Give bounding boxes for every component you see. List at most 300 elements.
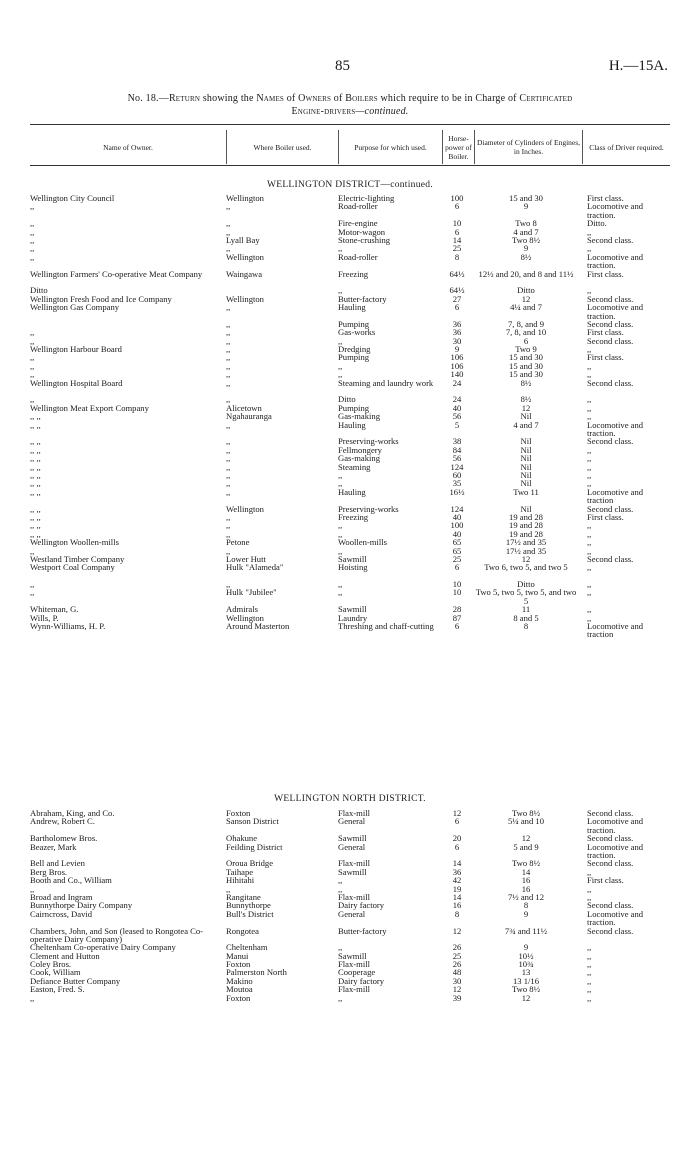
table-row [30, 202, 670, 219]
purpose-cell: Hauling [338, 302, 366, 313]
class-cell: First class. [587, 875, 624, 886]
location-cell: ,, [226, 545, 231, 556]
horsepower-cell: 65 [452, 545, 462, 556]
purpose-cell: ,, [338, 528, 343, 539]
cylinders-cell: 8½ [520, 394, 532, 405]
location-cell: Oroua Bridge [226, 858, 274, 869]
cylinders-cell: 12 [521, 992, 531, 1003]
cylinders-cell: Two 5, two 5, two 5, and two 5 [475, 587, 577, 606]
location-cell: Lower Hutt [226, 553, 266, 564]
purpose-cell: Steaming and laundry work [338, 377, 434, 388]
purpose-cell: Preserving-works [338, 503, 399, 514]
table-row [30, 538, 670, 546]
owner-cell: Berg Bros. [30, 866, 68, 877]
class-cell: ,, [587, 604, 592, 615]
location-cell: ,, [226, 394, 231, 405]
owner-cell: Wellington Fresh Food and Ice Company [30, 293, 172, 304]
purpose-cell: Dairy factory [338, 900, 385, 911]
owner-cell: Whiteman, G. [30, 604, 79, 615]
purpose-cell: Sawmill [338, 950, 367, 961]
class-cell: Second class. [587, 925, 634, 936]
horsepower-cell: 64½ [449, 285, 465, 296]
table-row [30, 563, 670, 580]
purpose-cell: Fellmongery [338, 444, 382, 455]
class-cell: ,, [587, 528, 592, 539]
table-row [30, 471, 670, 479]
class-cell: ,, [587, 883, 592, 894]
purpose-cell: ,, [338, 587, 343, 598]
location-cell: Palmerston North [226, 967, 287, 978]
horsepower-cell: 16 [452, 900, 462, 911]
purpose-cell: Threshing and chaff-cutting [338, 621, 434, 632]
class-cell: ,, [587, 478, 592, 489]
owner-cell: Bunnythorpe Dairy Company [30, 900, 133, 911]
cylinders-cell: 17½ and 35 [505, 537, 547, 548]
purpose-cell: Laundry [338, 612, 368, 623]
horsepower-cell: 60 [452, 469, 462, 480]
owner-cell: Cairncross, David [30, 908, 93, 919]
purpose-cell: Gas-making [338, 453, 381, 464]
horsepower-cell: 6 [454, 302, 460, 313]
horsepower-cell: 40 [452, 528, 462, 539]
cylinders-cell: 8½ [520, 377, 532, 388]
cylinders-cell: 9 [523, 942, 529, 953]
class-cell: Locomotive and traction. [587, 419, 644, 439]
purpose-cell: Pumping [338, 318, 370, 329]
purpose-cell: Cooperage [338, 967, 376, 978]
purpose-cell: General [338, 841, 366, 852]
horsepower-cell: 36 [452, 866, 462, 877]
cylinders-cell: 12 [521, 553, 531, 564]
class-cell: Locomotive and traction. [587, 251, 644, 271]
purpose-cell: Road-roller [338, 201, 378, 212]
cylinders-cell: Nil [520, 478, 532, 489]
purpose-cell: Butter-factory [338, 293, 387, 304]
location-cell: Bull's District [226, 908, 274, 919]
cylinders-cell: 14 [521, 866, 531, 877]
horsepower-cell: 24 [452, 377, 462, 388]
purpose-cell: Flax-mill [338, 891, 370, 902]
horsepower-cell: 36 [452, 318, 462, 329]
class-cell: First class. [587, 193, 624, 203]
table-row [30, 488, 670, 505]
purpose-cell: Fire-engine [338, 218, 378, 229]
location-cell: ,, [226, 218, 231, 229]
horsepower-cell: 48 [452, 967, 462, 978]
cylinders-cell: 16 [521, 883, 531, 894]
cylinders-cell: Ditto [517, 285, 535, 296]
class-cell: ,, [587, 959, 592, 970]
cylinders-cell: Two 8 [515, 218, 537, 229]
horsepower-cell: 19 [452, 883, 462, 894]
horsepower-cell: 106 [450, 352, 464, 363]
location-cell: Petone [226, 537, 250, 548]
owner-cell: Cheltenham Co-operative Dairy Company [30, 942, 176, 953]
table-title: No. 18.—Return showing the Names of Owners of Boilers which require to be in Charge of Certificated Engine-drivers—continued. [127, 93, 573, 117]
horsepower-cell: 12 [452, 984, 462, 995]
purpose-cell: ,, [338, 883, 343, 894]
class-cell: ,, [587, 612, 592, 623]
class-cell: Second class. [587, 293, 634, 304]
horsepower-cell: 10 [452, 587, 462, 598]
cylinders-cell: 16 [521, 875, 531, 886]
purpose-cell: ,, [338, 469, 343, 480]
owner-cell: ,, [30, 327, 35, 338]
location-cell: ,, [226, 486, 231, 497]
class-cell: ,, [587, 360, 592, 371]
horsepower-cell: 124 [450, 461, 464, 472]
location-cell: Wellington [226, 293, 264, 304]
location-cell: ,, [226, 453, 231, 464]
table-row [30, 236, 670, 244]
cylinders-cell: Two 8½ [511, 858, 541, 869]
owner-cell: ,, [30, 218, 35, 229]
location-cell: Manui [226, 950, 249, 961]
horsepower-cell: 6 [454, 201, 460, 212]
cylinders-cell: 15 and 30 [509, 352, 543, 363]
horsepower-cell: 106 [450, 360, 464, 371]
location-cell: ,, [226, 302, 231, 313]
section-title-wellington-north: WELLINGTON NORTH DISTRICT. [274, 794, 426, 804]
horsepower-cell: 25 [452, 553, 462, 564]
class-cell: First class. [587, 327, 624, 338]
cylinders-cell: 5 and 9 [513, 841, 539, 852]
owner-cell: Wellington Farmers' Co-operative Meat Company [30, 268, 203, 279]
location-cell: Hulk "Jubilee" [226, 587, 277, 598]
cylinders-cell: Nil [520, 444, 532, 455]
owner-cell: ,, [30, 251, 35, 262]
horsepower-cell: 64½ [449, 268, 465, 279]
page-header [0, 58, 700, 78]
location-cell: Alicetown [226, 402, 262, 413]
cylinders-cell: 15 and 30 [509, 360, 543, 371]
location-cell: Rongotea [226, 925, 259, 936]
owner-cell: Bartholomew Bros. [30, 833, 98, 844]
purpose-cell: ,, [338, 579, 343, 590]
horsepower-cell: 6 [454, 226, 460, 237]
class-cell: ,, [587, 285, 592, 296]
cylinders-cell: 12 [521, 833, 531, 844]
cylinders-cell: Nil [520, 411, 532, 422]
table-row [30, 270, 670, 287]
horsepower-cell: 25 [452, 243, 462, 254]
owner-cell: ,, ,, [30, 469, 41, 480]
col-purpose: Purpose for which used. [338, 130, 442, 164]
class-cell: Locomotive and traction. [587, 908, 644, 928]
class-cell: ,, [587, 520, 592, 531]
class-cell: First class. [587, 268, 624, 279]
location-cell: Around Masterton [226, 621, 290, 632]
location-cell: Admirals [226, 604, 258, 615]
cylinders-cell: Two 8½ [511, 234, 541, 245]
purpose-cell: General [338, 908, 366, 919]
location-cell: ,, [226, 444, 231, 455]
location-cell: ,, [226, 579, 231, 590]
owner-cell: ,, ,, [30, 486, 41, 497]
table-row [30, 910, 670, 927]
table-row [30, 868, 670, 876]
owner-cell: Booth and Co., William [30, 875, 112, 886]
owner-cell: Wellington Gas Company [30, 302, 120, 313]
location-cell: ,, [226, 520, 231, 531]
class-cell: ,, [587, 344, 592, 355]
class-cell: ,, [587, 411, 592, 422]
class-cell: ,, [587, 444, 592, 455]
purpose-cell: Electric-lighting [338, 193, 395, 203]
table-row [30, 362, 670, 370]
horsepower-cell: 25 [452, 950, 462, 961]
cylinders-cell: 10¾ [518, 959, 534, 970]
owner-cell: Bell and Levien [30, 858, 85, 869]
horsepower-cell: 28 [452, 604, 462, 615]
purpose-cell: ,, [338, 545, 343, 556]
owner-cell: ,, [30, 992, 35, 1003]
owner-cell: ,, ,, [30, 528, 41, 539]
class-cell: Ditto. [587, 218, 607, 229]
purpose-cell: ,, [338, 478, 343, 489]
owner-cell: Cook, William [30, 967, 81, 978]
horsepower-cell: 26 [452, 942, 462, 953]
cylinders-cell: 10½ [518, 950, 534, 961]
purpose-cell: Pumping [338, 402, 370, 413]
class-cell: Second class. [587, 503, 634, 514]
owner-cell: ,, ,, [30, 478, 41, 489]
horsepower-cell: 24 [452, 394, 462, 405]
class-cell: Locomotive and traction. [587, 816, 644, 835]
cylinders-cell: 12½ and 20, and 8 and 11½ [478, 268, 574, 279]
table-row [30, 421, 670, 438]
horsepower-cell: 14 [452, 891, 462, 902]
header-rule-bottom [30, 165, 670, 166]
cylinders-cell: 12 [521, 402, 531, 413]
table-row [30, 985, 670, 993]
owner-cell: ,, ,, [30, 511, 41, 522]
purpose-cell: Freezing [338, 268, 369, 279]
horsepower-cell: 56 [452, 453, 462, 464]
location-cell: ,, [226, 318, 231, 329]
horsepower-cell: 38 [452, 436, 462, 447]
location-cell: Wellington [226, 503, 264, 514]
owner-cell: ,, [30, 352, 35, 363]
cylinders-cell: 7½ and 12 [507, 891, 545, 902]
table-row [30, 622, 670, 639]
cylinders-cell: Nil [520, 503, 532, 514]
horsepower-cell: 12 [452, 808, 462, 818]
owner-cell: Clement and Hutton [30, 950, 100, 961]
class-cell: First class. [587, 352, 624, 363]
class-cell: ,, [587, 975, 592, 986]
owner-cell: ,, ,, [30, 461, 41, 472]
section-wellington-north-rows [30, 809, 670, 1002]
class-cell: ,, [587, 942, 592, 953]
cylinders-cell: Two 6, two 5, and two 5 [484, 562, 568, 573]
purpose-cell: ,, [338, 992, 343, 1003]
purpose-cell: Flax-mill [338, 808, 370, 818]
cylinders-cell: 13 [521, 967, 531, 978]
owner-cell: ,, [30, 587, 35, 598]
location-cell: ,, [226, 327, 231, 338]
class-cell: ,, [587, 891, 592, 902]
col-class: Class of Driver required. [582, 130, 670, 164]
owner-cell: Wellington Hospital Board [30, 377, 123, 388]
class-cell: Locomotive and traction [587, 621, 644, 640]
purpose-cell: General [338, 816, 366, 827]
owner-cell: ,, ,, [30, 444, 41, 455]
location-cell: Bunnythorpe [226, 900, 271, 911]
owner-cell: ,, [30, 243, 35, 254]
class-cell: ,, [587, 984, 592, 995]
cylinders-cell: 12 [521, 293, 531, 304]
cylinders-cell: 9 [523, 243, 529, 254]
location-cell: ,, [226, 377, 231, 388]
location-cell: Ngahauranga [226, 411, 272, 422]
owner-cell: Beazer, Mark [30, 841, 77, 852]
horsepower-cell: 40 [452, 511, 462, 522]
owner-cell: Wellington City Council [30, 193, 115, 203]
class-cell: ,, [587, 469, 592, 480]
horsepower-cell: 10 [452, 218, 462, 229]
horsepower-cell: 26 [452, 959, 462, 970]
purpose-cell: ,, [338, 285, 343, 296]
purpose-cell: ,, [338, 942, 343, 953]
horsepower-cell: 42 [452, 875, 462, 886]
table-row [30, 353, 670, 361]
location-cell: ,, [226, 419, 231, 430]
owner-cell: ,, [30, 226, 35, 237]
cylinders-cell: 8½ [520, 251, 532, 262]
purpose-cell: Freezing [338, 511, 369, 522]
owner-cell: Wynn-Williams, H. P. [30, 621, 106, 632]
header-rule-top [30, 124, 670, 125]
purpose-cell: Gas-works [338, 327, 376, 338]
owner-cell: ,, [30, 394, 35, 405]
cylinders-cell: 8 [523, 900, 529, 911]
document-reference: H.—15A. [608, 58, 668, 74]
owner-cell: ,, ,, [30, 411, 41, 422]
location-cell: Ohakune [226, 833, 258, 844]
class-cell: Locomotive and traction. [587, 841, 644, 860]
cylinders-cell: 4 and 7 [513, 419, 539, 430]
horsepower-cell: 5 [454, 419, 460, 430]
cylinders-cell: 13 1/16 [512, 975, 540, 986]
location-cell: Lyall Bay [226, 234, 260, 245]
cylinders-cell: Two 11 [513, 486, 539, 497]
purpose-cell: ,, [338, 243, 343, 254]
location-cell: ,, [226, 461, 231, 472]
purpose-cell: Stone-crushing [338, 234, 391, 245]
purpose-cell: ,, [338, 360, 343, 371]
cylinders-cell: 7, 8, and 9 [507, 318, 545, 329]
purpose-cell: ,, [338, 369, 343, 380]
class-cell: ,, [587, 992, 592, 1003]
class-cell: Second class. [587, 858, 634, 869]
horsepower-cell: 16½ [449, 486, 465, 497]
cylinders-cell: 6 [523, 335, 529, 346]
class-cell: ,, [587, 562, 592, 573]
horsepower-cell: 36 [452, 327, 462, 338]
owner-cell: ,, [30, 201, 35, 212]
owner-cell: Wellington Woollen-mills [30, 537, 119, 548]
owner-cell: Abraham, King, and Co. [30, 808, 115, 818]
owner-cell: Wellington Meat Export Company [30, 402, 149, 413]
class-cell: ,, [587, 226, 592, 237]
horsepower-cell: 8 [454, 251, 460, 262]
cylinders-cell: Nil [520, 453, 532, 464]
location-cell: Wellington [226, 251, 264, 262]
purpose-cell: ,, [338, 875, 343, 886]
location-cell: ,, [226, 883, 231, 894]
class-cell: ,, [587, 453, 592, 464]
table-row [30, 521, 670, 529]
owner-cell: Wills, P. [30, 612, 59, 623]
location-cell: Rangitane [226, 891, 261, 902]
purpose-cell: Motor-wagon [338, 226, 386, 237]
location-cell: ,, [226, 369, 231, 380]
horsepower-cell: 6 [454, 841, 460, 852]
purpose-cell: Hauling [338, 419, 366, 430]
horsepower-cell: 20 [452, 833, 462, 844]
location-cell: ,, [226, 335, 231, 346]
horsepower-cell: 124 [450, 503, 464, 514]
cylinders-cell: Nil [520, 436, 532, 447]
class-cell: ,, [587, 394, 592, 405]
cylinders-cell: 7, 8, and 10 [505, 327, 547, 338]
page-number: 85 [335, 58, 350, 74]
location-cell: ,, [226, 226, 231, 237]
class-cell: Locomotive and traction. [587, 201, 644, 220]
location-cell: Hihitahi [226, 875, 255, 886]
owner-cell: Westport Coal Company [30, 562, 115, 573]
table-row [30, 328, 670, 336]
horsepower-cell: 56 [452, 411, 462, 422]
col-owner: Name of Owner. [103, 142, 153, 152]
purpose-cell: Dredging [338, 344, 371, 355]
cylinders-cell: 4 and 7 [513, 226, 539, 237]
cylinders-cell: 15 and 30 [509, 193, 543, 203]
horsepower-cell: 8 [454, 908, 460, 919]
cylinders-cell: 19 and 28 [509, 520, 543, 531]
cylinders-cell: 4¼ and 7 [510, 302, 542, 313]
owner-cell: Easton, Fred. S. [30, 984, 85, 995]
class-cell: ,, [587, 402, 592, 413]
table-row [30, 817, 670, 834]
purpose-cell: Sawmill [338, 604, 367, 615]
location-cell: Waingawa [226, 268, 263, 279]
owner-cell: ,, [30, 369, 35, 380]
owner-cell: Ditto [30, 285, 48, 296]
class-cell: First class. [587, 511, 624, 522]
class-cell: ,, [587, 537, 592, 548]
class-cell: Second class. [587, 833, 634, 844]
table-row [30, 513, 670, 521]
horsepower-cell: 87 [452, 612, 462, 623]
location-cell: Foxton [226, 959, 251, 970]
purpose-cell: Preserving-works [338, 436, 399, 447]
horsepower-cell: 12 [452, 925, 462, 936]
owner-cell: Westland Timber Company [30, 553, 125, 564]
class-cell: ,, [587, 587, 592, 598]
cylinders-cell: Two 8½ [511, 984, 541, 995]
location-cell: Wellington [226, 612, 264, 623]
cylinders-cell: Nil [520, 461, 532, 472]
location-cell: Hulk "Alameda" [226, 562, 284, 573]
table-row [30, 843, 670, 860]
horsepower-cell: 6 [454, 816, 460, 827]
owner-cell: Chambers, John, and Son (leased to Rongotea Co-operative Dairy Company) [30, 925, 204, 944]
purpose-cell: Dairy factory [338, 975, 385, 986]
table-row [30, 303, 670, 320]
col-where: Where Boiler used. [226, 130, 338, 164]
